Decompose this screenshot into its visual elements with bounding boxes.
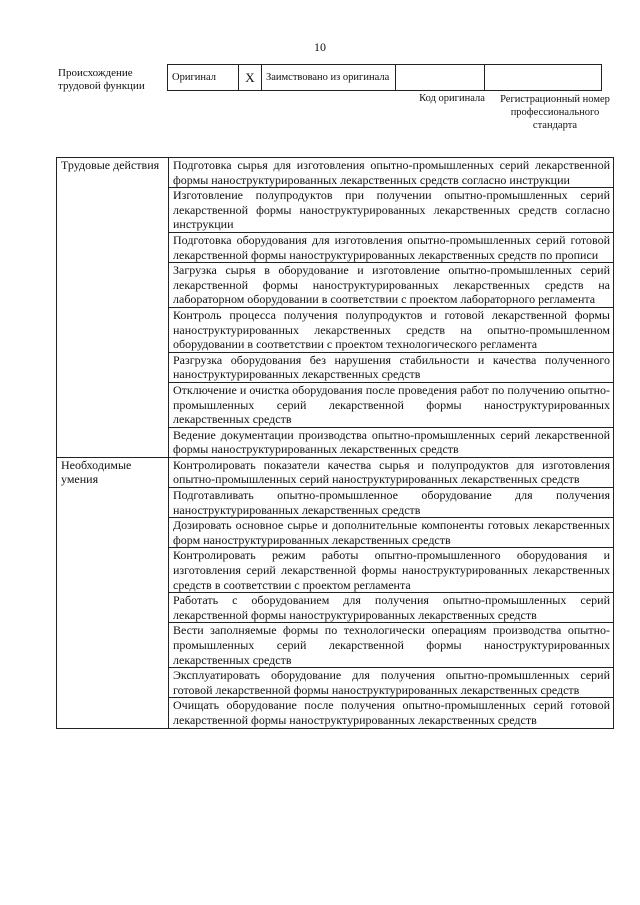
skill-item: Контролировать показатели качества сырья и полупродуктов для изготовления опытно-промышленных серий наноструктурированных лекарственных средств: [169, 457, 614, 487]
labor-action-item: Изготовление полупродуктов при получении опытно-промышленных серий лекарственной формы наноструктурированных лекарственных средств согласно инструкции: [169, 188, 614, 233]
labor-function-table: [56, 157, 614, 729]
labor-action-item: Отключение и очистка оборудования после проведения работ по получению опытно-промышленных серий лекарственной формы наноструктурированных лекарственных средств: [169, 382, 614, 427]
labor-action-item: Подготовка оборудования для изготовления опытно-промышленных серий готовой лекарственной формы наноструктурированных лекарственных средств по прописи: [169, 232, 614, 262]
original-code-cell: [396, 65, 485, 91]
original-mark: X: [239, 65, 262, 91]
table-row: [57, 158, 614, 188]
required-skills-label: Необходимые умения: [57, 457, 169, 728]
registration-number-caption: Регистрационный номер профессионального стандарта: [500, 94, 610, 131]
registration-number-cell: [485, 65, 602, 91]
labor-action-item: Контроль процесса получения полупродуктов и готовой лекарственной формы наноструктурированных лекарственных средств на опытно-промышленном оборудовании в соответствии с проектом технологического регламента: [169, 307, 614, 352]
origin-label: Происхождение трудовой функции: [58, 67, 145, 92]
labor-action-item: Ведение документации производства опытно-промышленных серий лекарственной формы наноструктурированных лекарственных средств: [169, 427, 614, 457]
skill-item: Эксплуатировать оборудование для получения опытно-промышленных серий готовой лекарственной формы наноструктурированных лекарственных средств: [169, 668, 614, 698]
labor-action-item: Загрузка сырья в оборудование и изготовление опытно-промышленных серий лекарственной формы наноструктурированных лекарственных средств на лабораторном оборудовании в соответствии с проектом лабораторного регламента: [169, 263, 614, 308]
skill-item: Подготавливать опытно-промышленное оборудование для получения наноструктурированных лекарственных средств: [169, 488, 614, 518]
original-code-caption: Код оригинала: [419, 93, 485, 104]
labor-action-item: Разгрузка оборудования без нарушения стабильности и качества полученного наноструктурированных лекарственных средств: [169, 352, 614, 382]
skill-item: Работать с оборудованием для получения опытно-промышленных серий лекарственной формы наноструктурированных лекарственных средств: [169, 593, 614, 623]
borrowed-label: Заимствовано из оригинала: [262, 65, 396, 91]
page-number: 10: [314, 40, 326, 54]
origin-table: [167, 64, 602, 91]
table-row: [57, 457, 614, 487]
skill-item: Дозировать основное сырье и дополнительные компоненты готовых лекарственных форм наноструктурированных лекарственных средств: [169, 518, 614, 548]
skill-item: Контролировать режим работы опытно-промышленного оборудования и изготовления серий лекарственной формы наноструктурированных лекарственных средств в соответствии с проектом регламента: [169, 548, 614, 593]
skill-item: Очищать оборудование после получения опытно-промышленных серий готовой лекарственной формы наноструктурированных лекарственных средств: [169, 698, 614, 728]
skill-item: Вести заполняемые формы по технологически операциям производства опытно-промышленных серий лекарственной формы наноструктурированных лекарственных средств: [169, 623, 614, 668]
labor-actions-label: Трудовые действия: [57, 158, 169, 458]
labor-action-item: Подготовка сырья для изготовления опытно-промышленных серий лекарственной формы наноструктурированных лекарственных средств согласно инструкции: [169, 158, 614, 188]
original-label: Оригинал: [168, 65, 239, 91]
